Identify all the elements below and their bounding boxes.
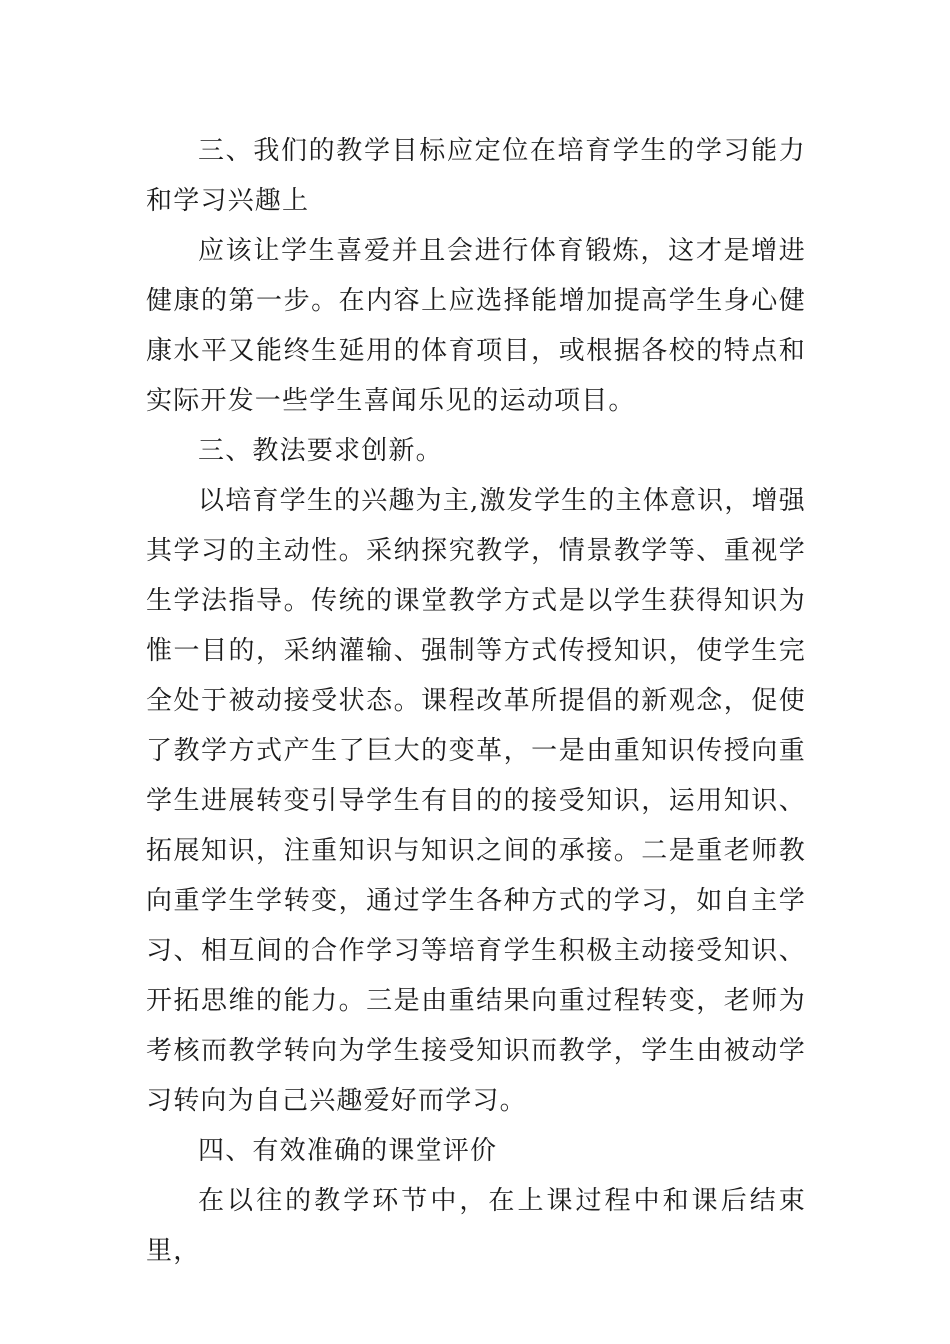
document-body <box>146 126 806 1276</box>
paragraph-sports-interest: 应该让学生喜爱并且会进行体育锻炼，这才是增进健康的第一步。在内容上应选择能增加提高学生身心健康水平又能终生延用的体育项目，或根据各校的特点和实际开发一些学生喜闻乐见的运动项目。 <box>146 236 806 416</box>
paragraph-classroom-evaluation: 在以往的教学环节中，在上课过程中和课后结束里， <box>146 1186 806 1266</box>
paragraph-teaching-method: 以培育学生的兴趣为主,激发学生的主体意识，增强其学习的主动性。采纳探究教学，情景教学等、重视学生学法指导。传统的课堂教学方式是以学生获得知识为惟一目的，采纳灌输、强制等方式传授知识，使学生完全处于被动接受状态。课程改革所提倡的新观念，促使了教学方式产生了巨大的变革，一是由重知识传授向重学生进展转变引导学生有目的的接受知识，运用知识、拓展知识，注重知识与知识之间的承接。二是重老师教向重学生学转变，通过学生各种方式的学习，如自主学习、相互间的合作学习等培育学生积极主动接受知识、开拓思维的能力。三是由重结果向重过程转变，老师为考核而教学转向为学生接受知识而教学，学生由被动学习转向为自己兴趣爱好而学习。 <box>146 486 806 1116</box>
heading-classroom-evaluation: 四、有效准确的课堂评价 <box>198 1136 498 1166</box>
heading-teaching-method: 三、教法要求创新。 <box>198 436 443 466</box>
heading-teaching-goal: 三、我们的教学目标应定位在培育学生的学习能力和学习兴趣上 <box>146 136 806 216</box>
